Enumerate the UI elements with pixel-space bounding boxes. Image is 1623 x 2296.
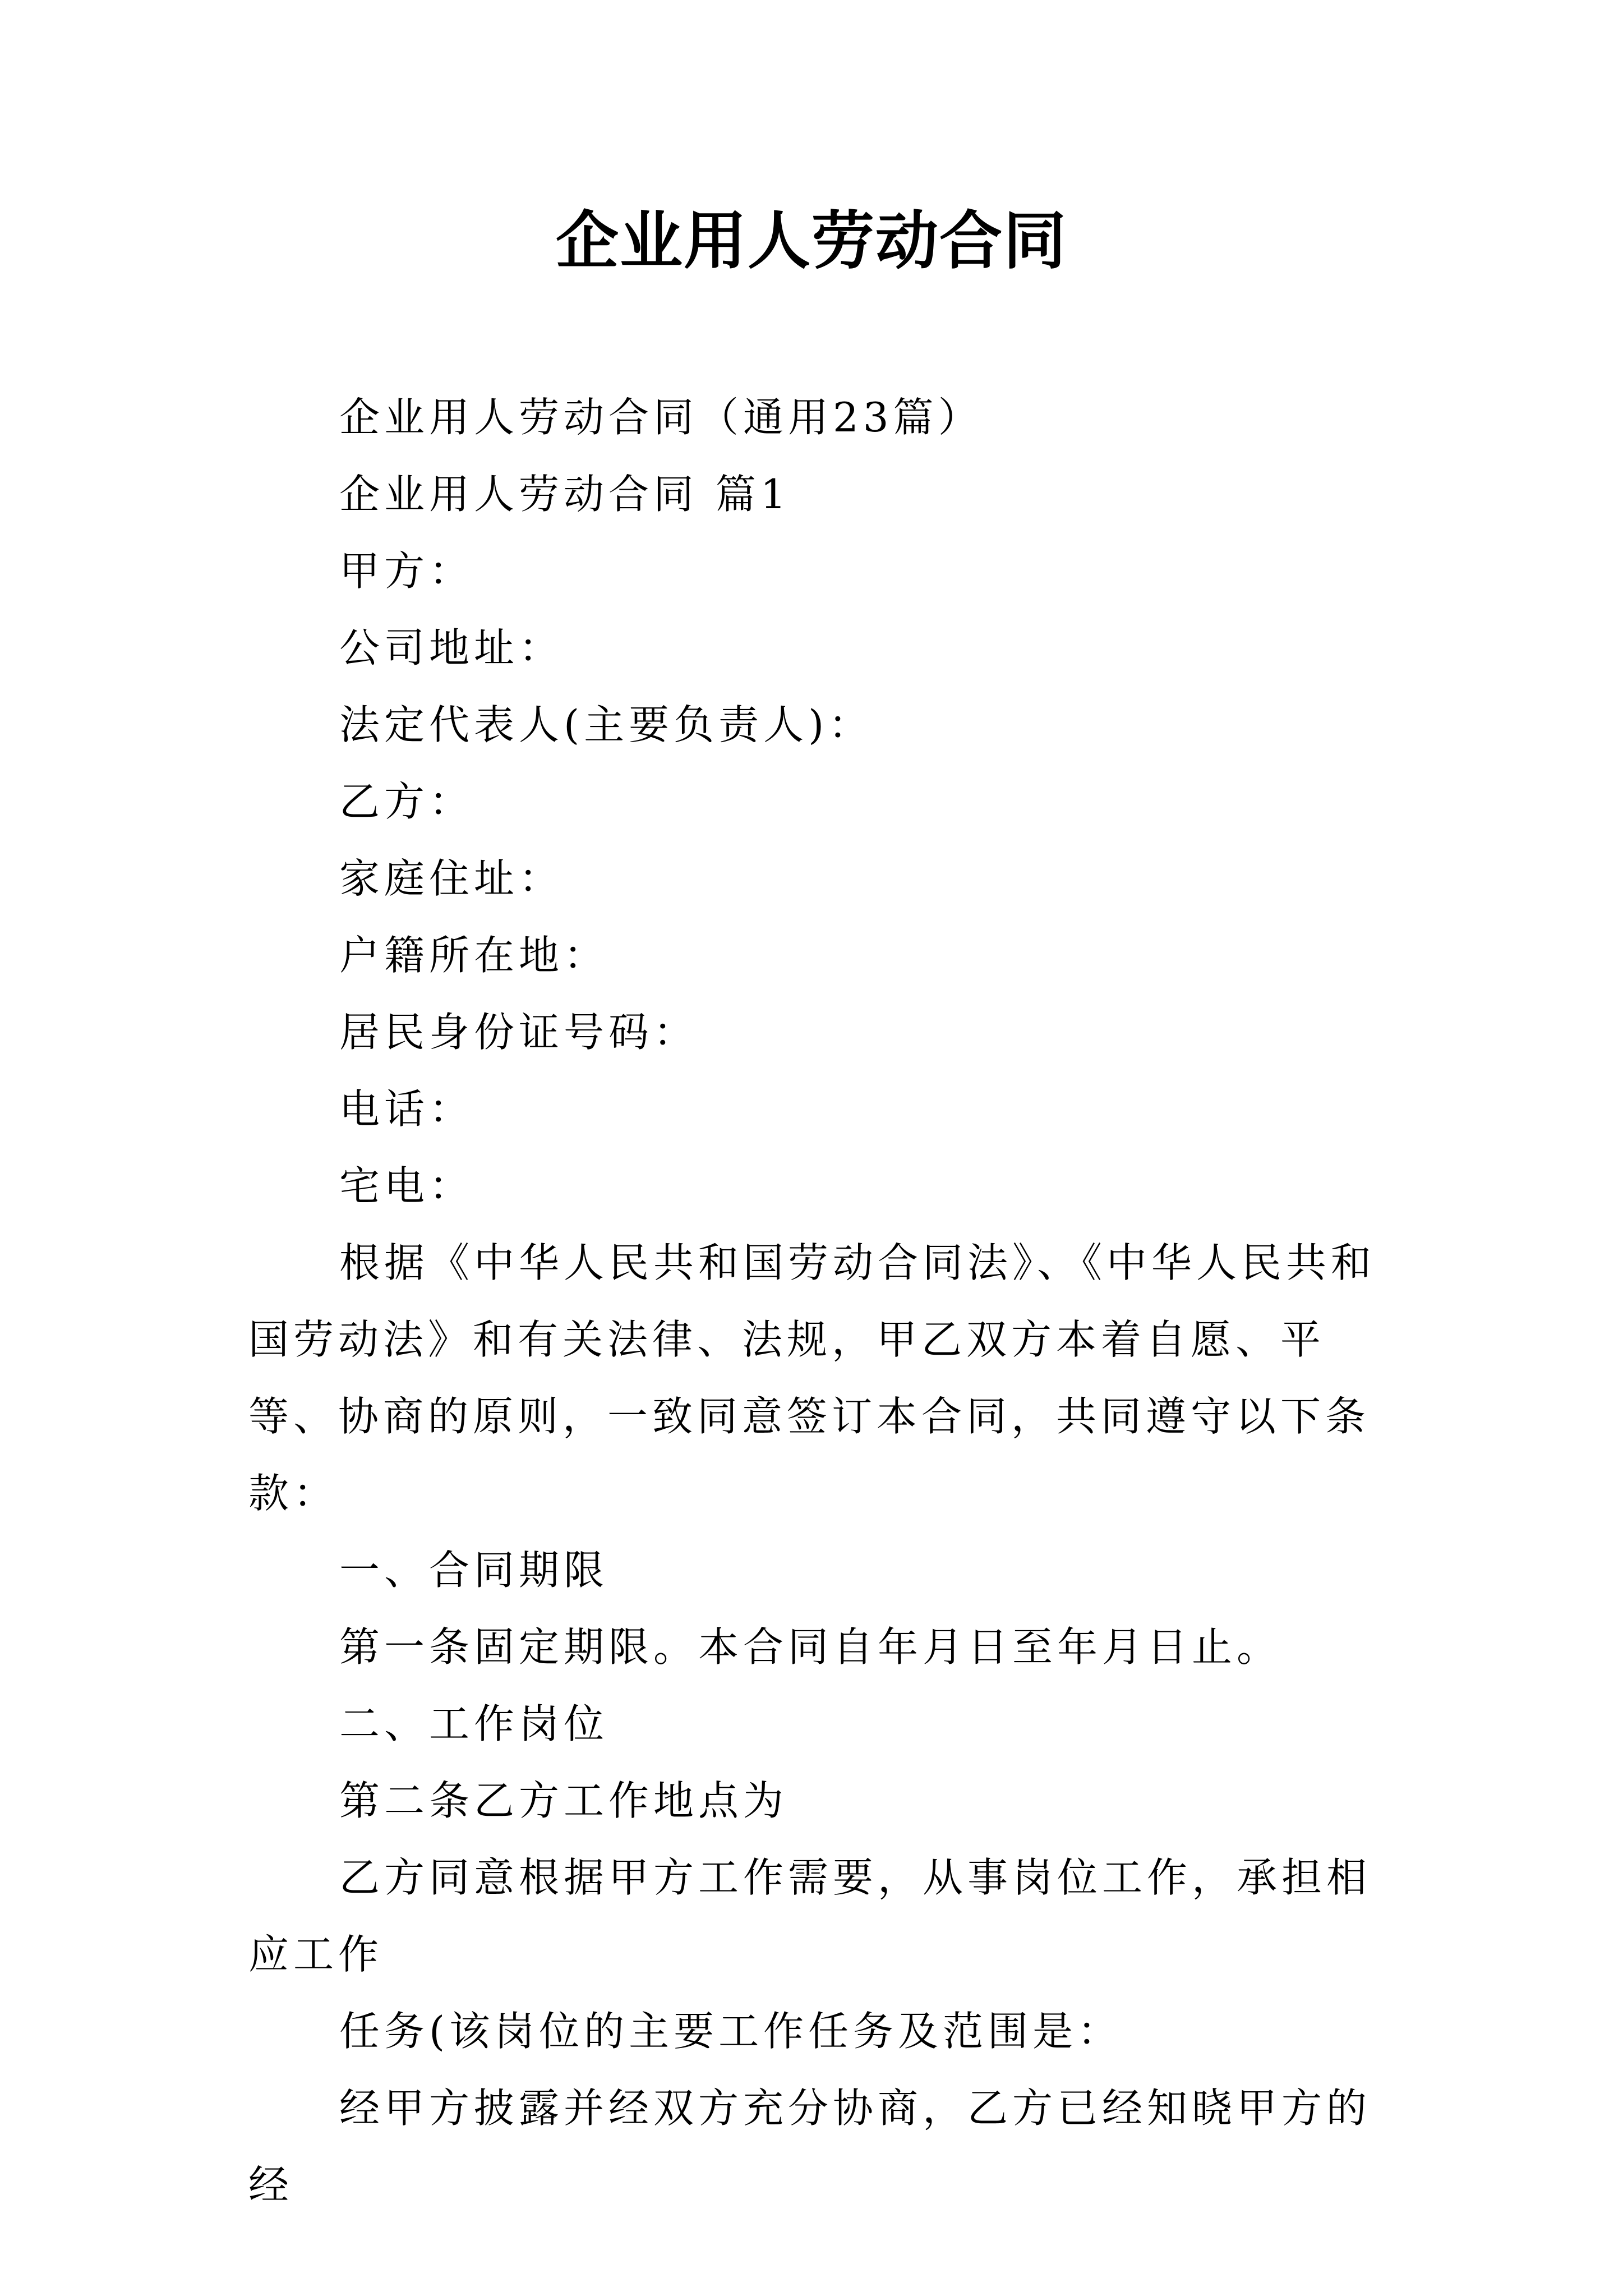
paragraph-phone: 电话： (339, 1085, 474, 1133)
paragraph-article-2: 第二条乙方工作地点为 (339, 1777, 789, 1824)
paragraph-contract-term-heading: 一、合同期限 (339, 1547, 609, 1594)
paragraph-party-b: 乙方： (339, 778, 474, 825)
paragraph-disclosure: 经甲方披露并经双方充分协商，乙方已经知晓甲方的经 (248, 2085, 1372, 2208)
paragraph-id-number: 居民身份证号码： (339, 1009, 699, 1056)
paragraph-job-tasks: 任务(该岗位的主要工作任务及范围是： (339, 2008, 1123, 2055)
paragraph-home-phone: 宅电： (339, 1162, 474, 1209)
paragraph-legal-representative: 法定代表人(主要负责人)： (339, 701, 874, 748)
paragraph-household-registration: 户籍所在地： (339, 932, 609, 979)
document-title: 企业用人劳动合同 (556, 204, 1067, 278)
paragraph-section-heading: 企业用人劳动合同 篇1 (339, 471, 791, 518)
paragraph-article-1: 第一条固定期限。本合同自年月日至年月日止。 (339, 1623, 1282, 1671)
paragraph-home-address: 家庭住址： (339, 855, 564, 902)
document-body (248, 379, 1387, 2224)
paragraph-job-agreement: 乙方同意根据甲方工作需要，从事岗位工作，承担相应工作 (248, 1854, 1372, 1978)
paragraph-preamble: 根据《中华人民共和国劳动合同法》、《中华人民共和国劳动法》和有关法律、法规，甲乙双方本着自愿、平等、协商的原则，一致同意签订本合同，共同遵守以下条款： (248, 1239, 1376, 1517)
paragraph-party-a: 甲方： (339, 547, 474, 595)
paragraph-company-address: 公司地址： (339, 624, 564, 671)
paragraph-job-position-heading: 二、工作岗位 (339, 1700, 609, 1747)
paragraph-subtitle: 企业用人劳动合同（通用23篇） (339, 394, 983, 441)
